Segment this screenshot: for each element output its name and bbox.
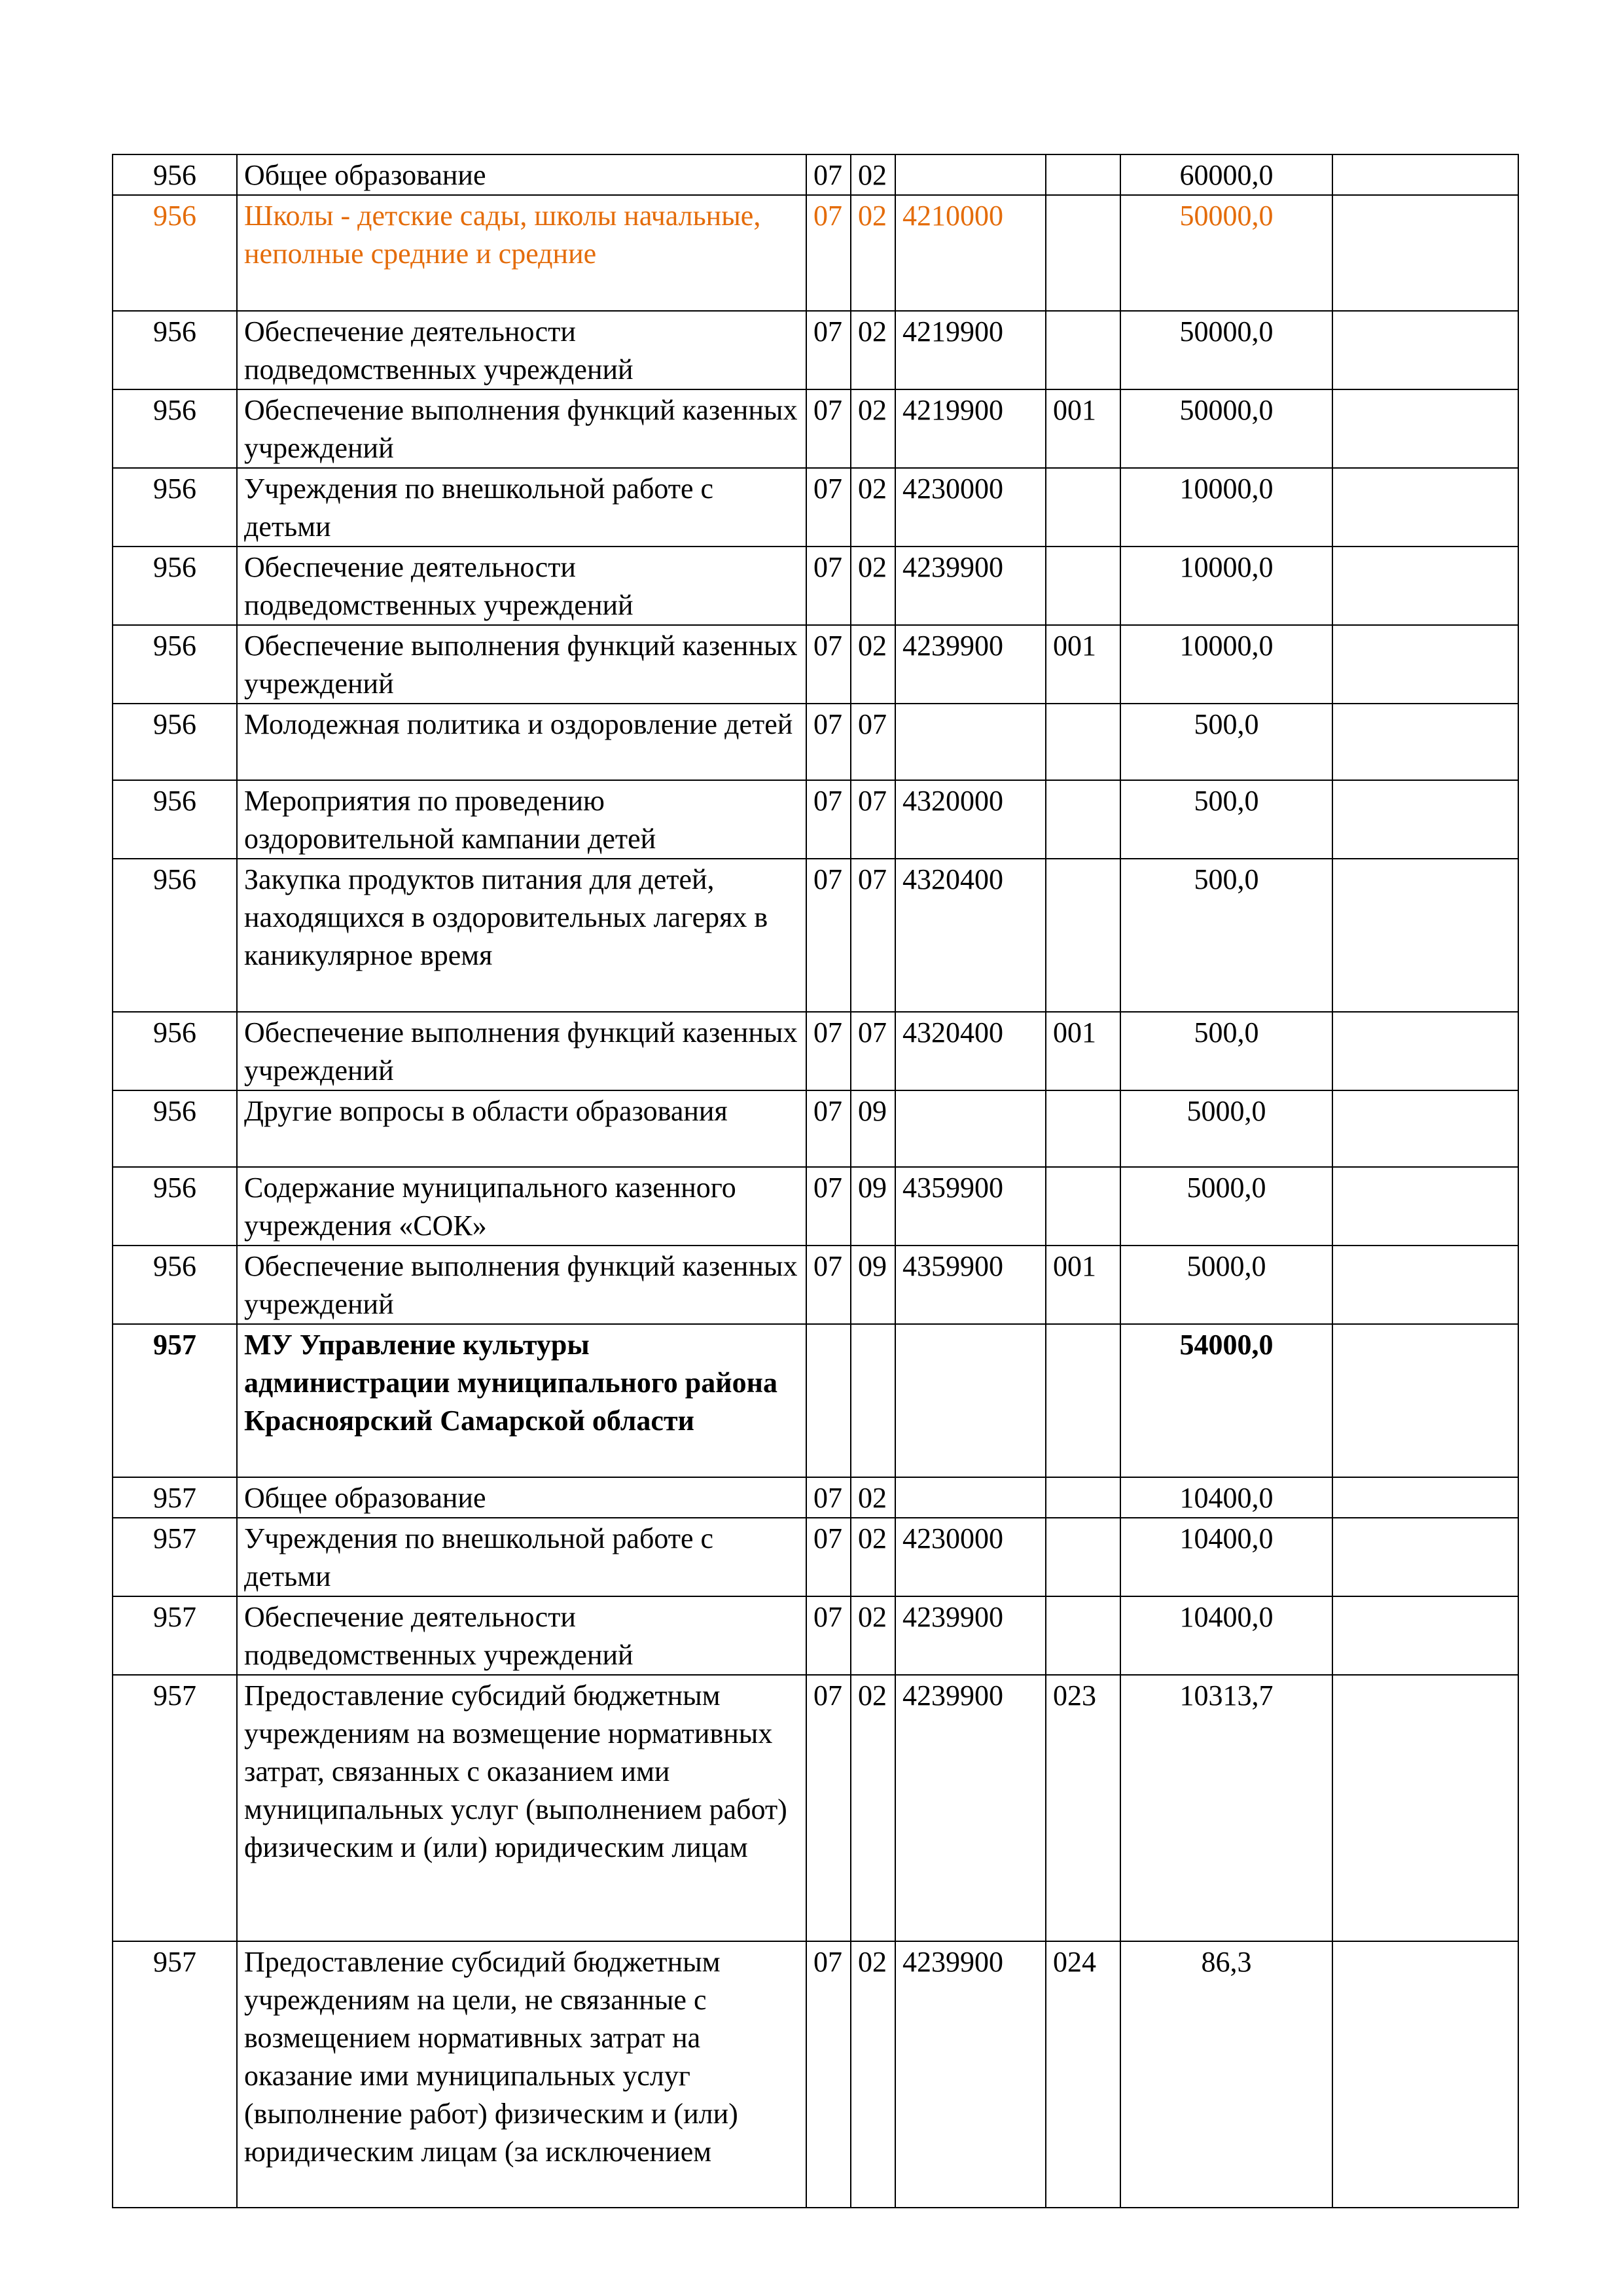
amount: 10000,0 — [1120, 547, 1332, 625]
amount: 10000,0 — [1120, 468, 1332, 547]
subsection-code — [851, 1324, 895, 1477]
line-name: Обеспечение выполнения функций казенных учреждений — [237, 625, 806, 704]
ved-code: 956 — [113, 1012, 237, 1090]
section-code: 07 — [806, 1596, 851, 1675]
budget-table-body — [113, 154, 1518, 2208]
extra-cell — [1332, 1246, 1518, 1324]
section-code: 07 — [806, 468, 851, 547]
line-name: Обеспечение деятельности подведомственных учреждений — [237, 547, 806, 625]
section-code: 07 — [806, 1012, 851, 1090]
subsection-code: 02 — [851, 195, 895, 311]
section-code: 07 — [806, 311, 851, 389]
expense-type-code: 001 — [1046, 625, 1120, 704]
line-name: Обеспечение выполнения функций казенных учреждений — [237, 1012, 806, 1090]
table-row — [113, 1675, 1518, 1941]
extra-cell — [1332, 389, 1518, 468]
section-code: 07 — [806, 547, 851, 625]
ved-code: 957 — [113, 1941, 237, 2208]
section-code: 07 — [806, 1675, 851, 1941]
section-code: 07 — [806, 154, 851, 195]
ved-code: 956 — [113, 389, 237, 468]
table-row — [113, 1012, 1518, 1090]
extra-cell — [1332, 311, 1518, 389]
expense-type-code — [1046, 311, 1120, 389]
subsection-code: 02 — [851, 154, 895, 195]
extra-cell — [1332, 704, 1518, 780]
ved-code: 956 — [113, 780, 237, 859]
table-row — [113, 625, 1518, 704]
subsection-code: 02 — [851, 1518, 895, 1596]
target-article-code: 4359900 — [895, 1246, 1046, 1324]
expense-type-code: 001 — [1046, 1012, 1120, 1090]
ved-code: 956 — [113, 468, 237, 547]
table-row — [113, 1246, 1518, 1324]
section-code: 07 — [806, 859, 851, 1012]
line-name: Предоставление субсидий бюджетным учреждениям на возмещение нормативных затрат, связанных с оказанием ими муниципальных услуг (выполнением работ) физическим и (или) юридическим лицам — [237, 1675, 806, 1941]
amount: 50000,0 — [1120, 311, 1332, 389]
extra-cell — [1332, 547, 1518, 625]
line-name: Другие вопросы в области образования — [237, 1090, 806, 1167]
amount: 86,3 — [1120, 1941, 1332, 2208]
table-row — [113, 1167, 1518, 1246]
expense-type-code — [1046, 195, 1120, 311]
subsection-code: 07 — [851, 704, 895, 780]
section-code: 07 — [806, 1167, 851, 1246]
section-code: 07 — [806, 195, 851, 311]
ved-code: 956 — [113, 704, 237, 780]
amount: 10400,0 — [1120, 1518, 1332, 1596]
target-article-code: 4219900 — [895, 389, 1046, 468]
target-article-code: 4320400 — [895, 1012, 1046, 1090]
expense-type-code: 001 — [1046, 389, 1120, 468]
section-code — [806, 1324, 851, 1477]
section-code: 07 — [806, 389, 851, 468]
expense-type-code — [1046, 1596, 1120, 1675]
expense-type-code — [1046, 1518, 1120, 1596]
amount: 500,0 — [1120, 1012, 1332, 1090]
line-name: Общее образование — [237, 154, 806, 195]
expense-type-code — [1046, 468, 1120, 547]
target-article-code: 4320000 — [895, 780, 1046, 859]
line-name: Содержание муниципального казенного учреждения «СОК» — [237, 1167, 806, 1246]
subsection-code: 02 — [851, 547, 895, 625]
expense-type-code: 024 — [1046, 1941, 1120, 2208]
ved-code: 956 — [113, 859, 237, 1012]
extra-cell — [1332, 1596, 1518, 1675]
table-row — [113, 1596, 1518, 1675]
table-row — [113, 547, 1518, 625]
target-article-code: 4239900 — [895, 1675, 1046, 1941]
target-article-code: 4230000 — [895, 1518, 1046, 1596]
table-row — [113, 704, 1518, 780]
expense-type-code — [1046, 780, 1120, 859]
ved-code: 956 — [113, 1090, 237, 1167]
expense-type-code: 001 — [1046, 1246, 1120, 1324]
subsection-code: 02 — [851, 1941, 895, 2208]
section-code: 07 — [806, 1518, 851, 1596]
subsection-code: 07 — [851, 859, 895, 1012]
extra-cell — [1332, 195, 1518, 311]
target-article-code: 4239900 — [895, 1596, 1046, 1675]
amount: 60000,0 — [1120, 154, 1332, 195]
amount: 10400,0 — [1120, 1596, 1332, 1675]
line-name: Обеспечение деятельности подведомственных учреждений — [237, 311, 806, 389]
line-name: Общее образование — [237, 1477, 806, 1518]
extra-cell — [1332, 1090, 1518, 1167]
table-row — [113, 1324, 1518, 1477]
line-name: Школы - детские сады, школы начальные, неполные средние и средние — [237, 195, 806, 311]
target-article-code — [895, 1477, 1046, 1518]
subsection-code: 09 — [851, 1090, 895, 1167]
amount: 50000,0 — [1120, 195, 1332, 311]
amount: 10313,7 — [1120, 1675, 1332, 1941]
amount: 500,0 — [1120, 780, 1332, 859]
section-code: 07 — [806, 1246, 851, 1324]
subsection-code: 02 — [851, 1675, 895, 1941]
extra-cell — [1332, 1167, 1518, 1246]
section-code: 07 — [806, 1941, 851, 2208]
extra-cell — [1332, 1012, 1518, 1090]
subsection-code: 02 — [851, 468, 895, 547]
expense-type-code — [1046, 859, 1120, 1012]
section-code: 07 — [806, 1477, 851, 1518]
ved-code: 957 — [113, 1675, 237, 1941]
target-article-code: 4239900 — [895, 1941, 1046, 2208]
extra-cell — [1332, 1675, 1518, 1941]
table-row — [113, 468, 1518, 547]
subsection-code: 07 — [851, 780, 895, 859]
target-article-code: 4239900 — [895, 547, 1046, 625]
line-name: Учреждения по внешкольной работе с детьми — [237, 1518, 806, 1596]
line-name: Учреждения по внешкольной работе с детьми — [237, 468, 806, 547]
amount: 5000,0 — [1120, 1090, 1332, 1167]
ved-code: 956 — [113, 625, 237, 704]
ved-code: 957 — [113, 1518, 237, 1596]
line-name: Мероприятия по проведению оздоровительной кампании детей — [237, 780, 806, 859]
table-row — [113, 389, 1518, 468]
expense-type-code — [1046, 1477, 1120, 1518]
ved-code: 956 — [113, 311, 237, 389]
amount: 500,0 — [1120, 704, 1332, 780]
amount: 5000,0 — [1120, 1167, 1332, 1246]
expense-type-code — [1046, 1324, 1120, 1477]
table-row — [113, 195, 1518, 311]
subsection-code: 02 — [851, 389, 895, 468]
extra-cell — [1332, 1518, 1518, 1596]
subsection-code: 02 — [851, 1596, 895, 1675]
target-article-code: 4359900 — [895, 1167, 1046, 1246]
ved-code: 957 — [113, 1596, 237, 1675]
target-article-code — [895, 704, 1046, 780]
amount: 54000,0 — [1120, 1324, 1332, 1477]
ved-code: 956 — [113, 547, 237, 625]
ved-code: 956 — [113, 1246, 237, 1324]
line-name: Обеспечение выполнения функций казенных учреждений — [237, 389, 806, 468]
expense-type-code — [1046, 704, 1120, 780]
ved-code: 956 — [113, 154, 237, 195]
line-name: Обеспечение выполнения функций казенных учреждений — [237, 1246, 806, 1324]
ved-code: 956 — [113, 195, 237, 311]
line-name: Закупка продуктов питания для детей, находящихся в оздоровительных лагерях в каникулярное время — [237, 859, 806, 1012]
ved-code: 957 — [113, 1324, 237, 1477]
extra-cell — [1332, 1477, 1518, 1518]
ved-code: 956 — [113, 1167, 237, 1246]
section-code: 07 — [806, 704, 851, 780]
target-article-code: 4320400 — [895, 859, 1046, 1012]
budget-table — [112, 154, 1519, 2208]
target-article-code — [895, 154, 1046, 195]
subsection-code: 09 — [851, 1246, 895, 1324]
expense-type-code: 023 — [1046, 1675, 1120, 1941]
subsection-code: 02 — [851, 625, 895, 704]
line-name: Молодежная политика и оздоровление детей — [237, 704, 806, 780]
line-name: Предоставление субсидий бюджетным учреждениям на цели, не связанные с возмещением нормативных затрат на оказание ими муниципальных услуг (выполнение работ) физическим и (или) юридическим лицам (за исключением — [237, 1941, 806, 2208]
target-article-code — [895, 1090, 1046, 1167]
target-article-code: 4239900 — [895, 625, 1046, 704]
expense-type-code — [1046, 1090, 1120, 1167]
table-row — [113, 311, 1518, 389]
section-code: 07 — [806, 625, 851, 704]
table-row — [113, 1090, 1518, 1167]
line-name: МУ Управление культуры администрации муниципального района Красноярский Самарской области — [237, 1324, 806, 1477]
target-article-code — [895, 1324, 1046, 1477]
table-row — [113, 1477, 1518, 1518]
table-row — [113, 859, 1518, 1012]
extra-cell — [1332, 468, 1518, 547]
amount: 500,0 — [1120, 859, 1332, 1012]
extra-cell — [1332, 780, 1518, 859]
ved-code: 957 — [113, 1477, 237, 1518]
expense-type-code — [1046, 1167, 1120, 1246]
table-row — [113, 154, 1518, 195]
target-article-code: 4230000 — [895, 468, 1046, 547]
expense-type-code — [1046, 547, 1120, 625]
amount: 10400,0 — [1120, 1477, 1332, 1518]
section-code: 07 — [806, 1090, 851, 1167]
subsection-code: 07 — [851, 1012, 895, 1090]
target-article-code: 4219900 — [895, 311, 1046, 389]
expense-type-code — [1046, 154, 1120, 195]
extra-cell — [1332, 1324, 1518, 1477]
extra-cell — [1332, 859, 1518, 1012]
extra-cell — [1332, 154, 1518, 195]
amount: 10000,0 — [1120, 625, 1332, 704]
table-row — [113, 780, 1518, 859]
section-code: 07 — [806, 780, 851, 859]
amount: 5000,0 — [1120, 1246, 1332, 1324]
subsection-code: 02 — [851, 1477, 895, 1518]
subsection-code: 09 — [851, 1167, 895, 1246]
extra-cell — [1332, 625, 1518, 704]
line-name: Обеспечение деятельности подведомственных учреждений — [237, 1596, 806, 1675]
target-article-code: 4210000 — [895, 195, 1046, 311]
amount: 50000,0 — [1120, 389, 1332, 468]
table-row — [113, 1941, 1518, 2208]
table-row — [113, 1518, 1518, 1596]
extra-cell — [1332, 1941, 1518, 2208]
subsection-code: 02 — [851, 311, 895, 389]
